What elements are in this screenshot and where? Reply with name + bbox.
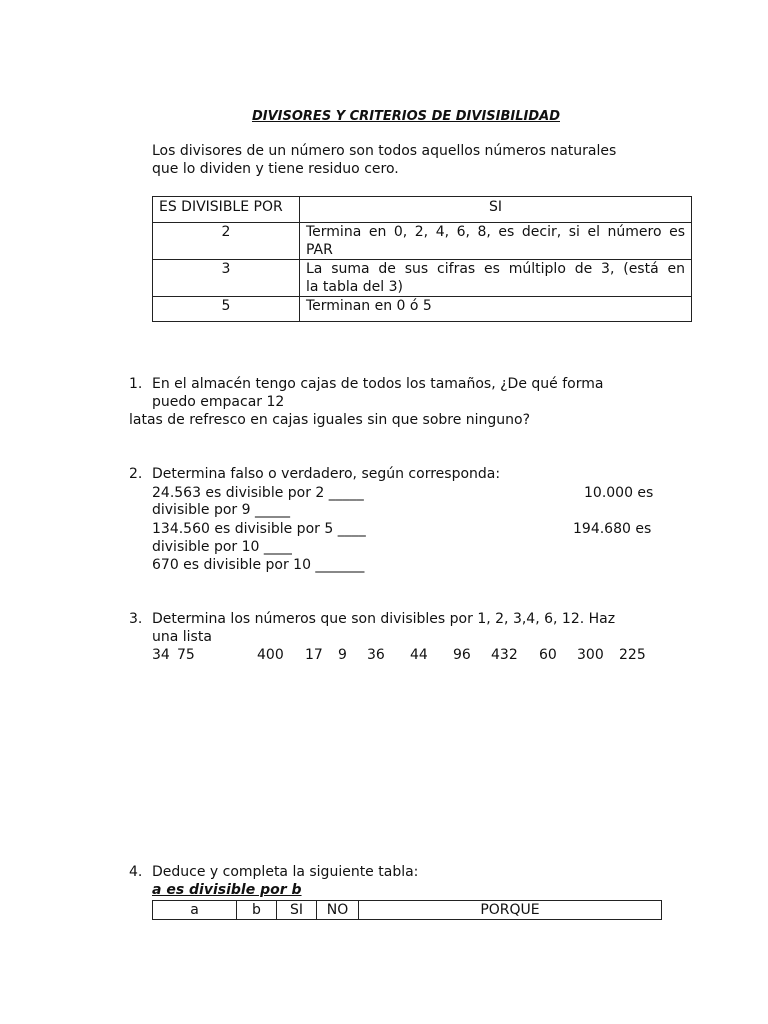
- header-no: NO: [317, 901, 359, 920]
- header-a: a: [153, 901, 237, 920]
- q3-number: 3.: [129, 611, 143, 627]
- q2-heading: Determina falso o verdadero, según corresponda:: [152, 466, 501, 482]
- list-number: 300: [577, 647, 604, 663]
- list-number: 75: [177, 647, 195, 663]
- list-number: 96: [453, 647, 471, 663]
- table-row: [153, 223, 692, 260]
- q2-item-c: 134.560 es divisible por 5 ____: [152, 521, 366, 537]
- list-number: 60: [539, 647, 557, 663]
- header-si: SI: [300, 197, 692, 223]
- row-divisor: 5: [153, 297, 300, 322]
- list-number: 225: [619, 647, 646, 663]
- header-porque: PORQUE: [359, 901, 662, 920]
- divisibility-criteria-table: [152, 196, 692, 322]
- table-header-row: [153, 197, 692, 223]
- q2-item-e: 670 es divisible por 10 _______: [152, 557, 365, 573]
- table-row: [153, 297, 692, 322]
- header-si: SI: [277, 901, 317, 920]
- row-rule-line: La suma de sus cifras es múltiplo de 3, (está en: [306, 261, 685, 277]
- intro-line-2: que lo dividen y tiene residuo cero.: [152, 161, 399, 177]
- row-rule: Terminan en 0 ó 5: [300, 297, 692, 322]
- row-divisor: 3: [153, 260, 300, 297]
- row-rule-line: la tabla del 3): [306, 279, 404, 295]
- q1-line-2: puedo empacar 12: [152, 394, 285, 410]
- q2-item-b-start: 10.000 es: [584, 485, 654, 501]
- page-title: DIVISORES Y CRITERIOS DE DIVISIBILIDAD: [251, 109, 560, 124]
- intro-line-1: Los divisores de un número son todos aquellos números naturales: [152, 143, 617, 159]
- q2-item-a: 24.563 es divisible por 2 _____: [152, 485, 364, 501]
- q1-line-1: En el almacén tengo cajas de todos los tamaños, ¿De qué forma: [152, 376, 604, 392]
- header-b: b: [237, 901, 277, 920]
- list-number: 34: [152, 647, 170, 663]
- list-number: 9: [338, 647, 347, 663]
- q3-line-1: Determina los números que son divisibles por 1, 2, 3,4, 6, 12. Haz: [152, 611, 616, 627]
- q4-subheading: a es divisible por b: [152, 882, 302, 898]
- table-header-row: [153, 901, 662, 920]
- row-rule: [300, 260, 692, 297]
- q2-number: 2.: [129, 466, 143, 482]
- list-number: 36: [367, 647, 385, 663]
- row-rule: [300, 223, 692, 260]
- row-divisor: 2: [153, 223, 300, 260]
- q2-item-b-end: divisible por 9 _____: [152, 502, 290, 518]
- q4-number: 4.: [129, 864, 143, 880]
- q2-item-d-end: divisible por 10 ____: [152, 539, 292, 555]
- list-number: 44: [410, 647, 428, 663]
- list-number: 400: [257, 647, 284, 663]
- divisibility-answer-table: [152, 900, 662, 920]
- q2-item-d-start: 194.680 es: [573, 521, 652, 537]
- row-rule-line: Termina en 0, 2, 4, 6, 8, es decir, si el número es: [306, 224, 685, 240]
- table-row: [153, 260, 692, 297]
- q4-heading: Deduce y completa la siguiente tabla:: [152, 864, 419, 880]
- q1-line-3: latas de refresco en cajas iguales sin que sobre ninguno?: [129, 412, 531, 428]
- list-number: 432: [491, 647, 518, 663]
- q3-line-2: una lista: [152, 629, 212, 645]
- header-divisible-by: ES DIVISIBLE POR: [153, 197, 300, 223]
- list-number: 17: [305, 647, 323, 663]
- q1-number: 1.: [129, 376, 143, 392]
- row-rule-line: PAR: [306, 242, 333, 258]
